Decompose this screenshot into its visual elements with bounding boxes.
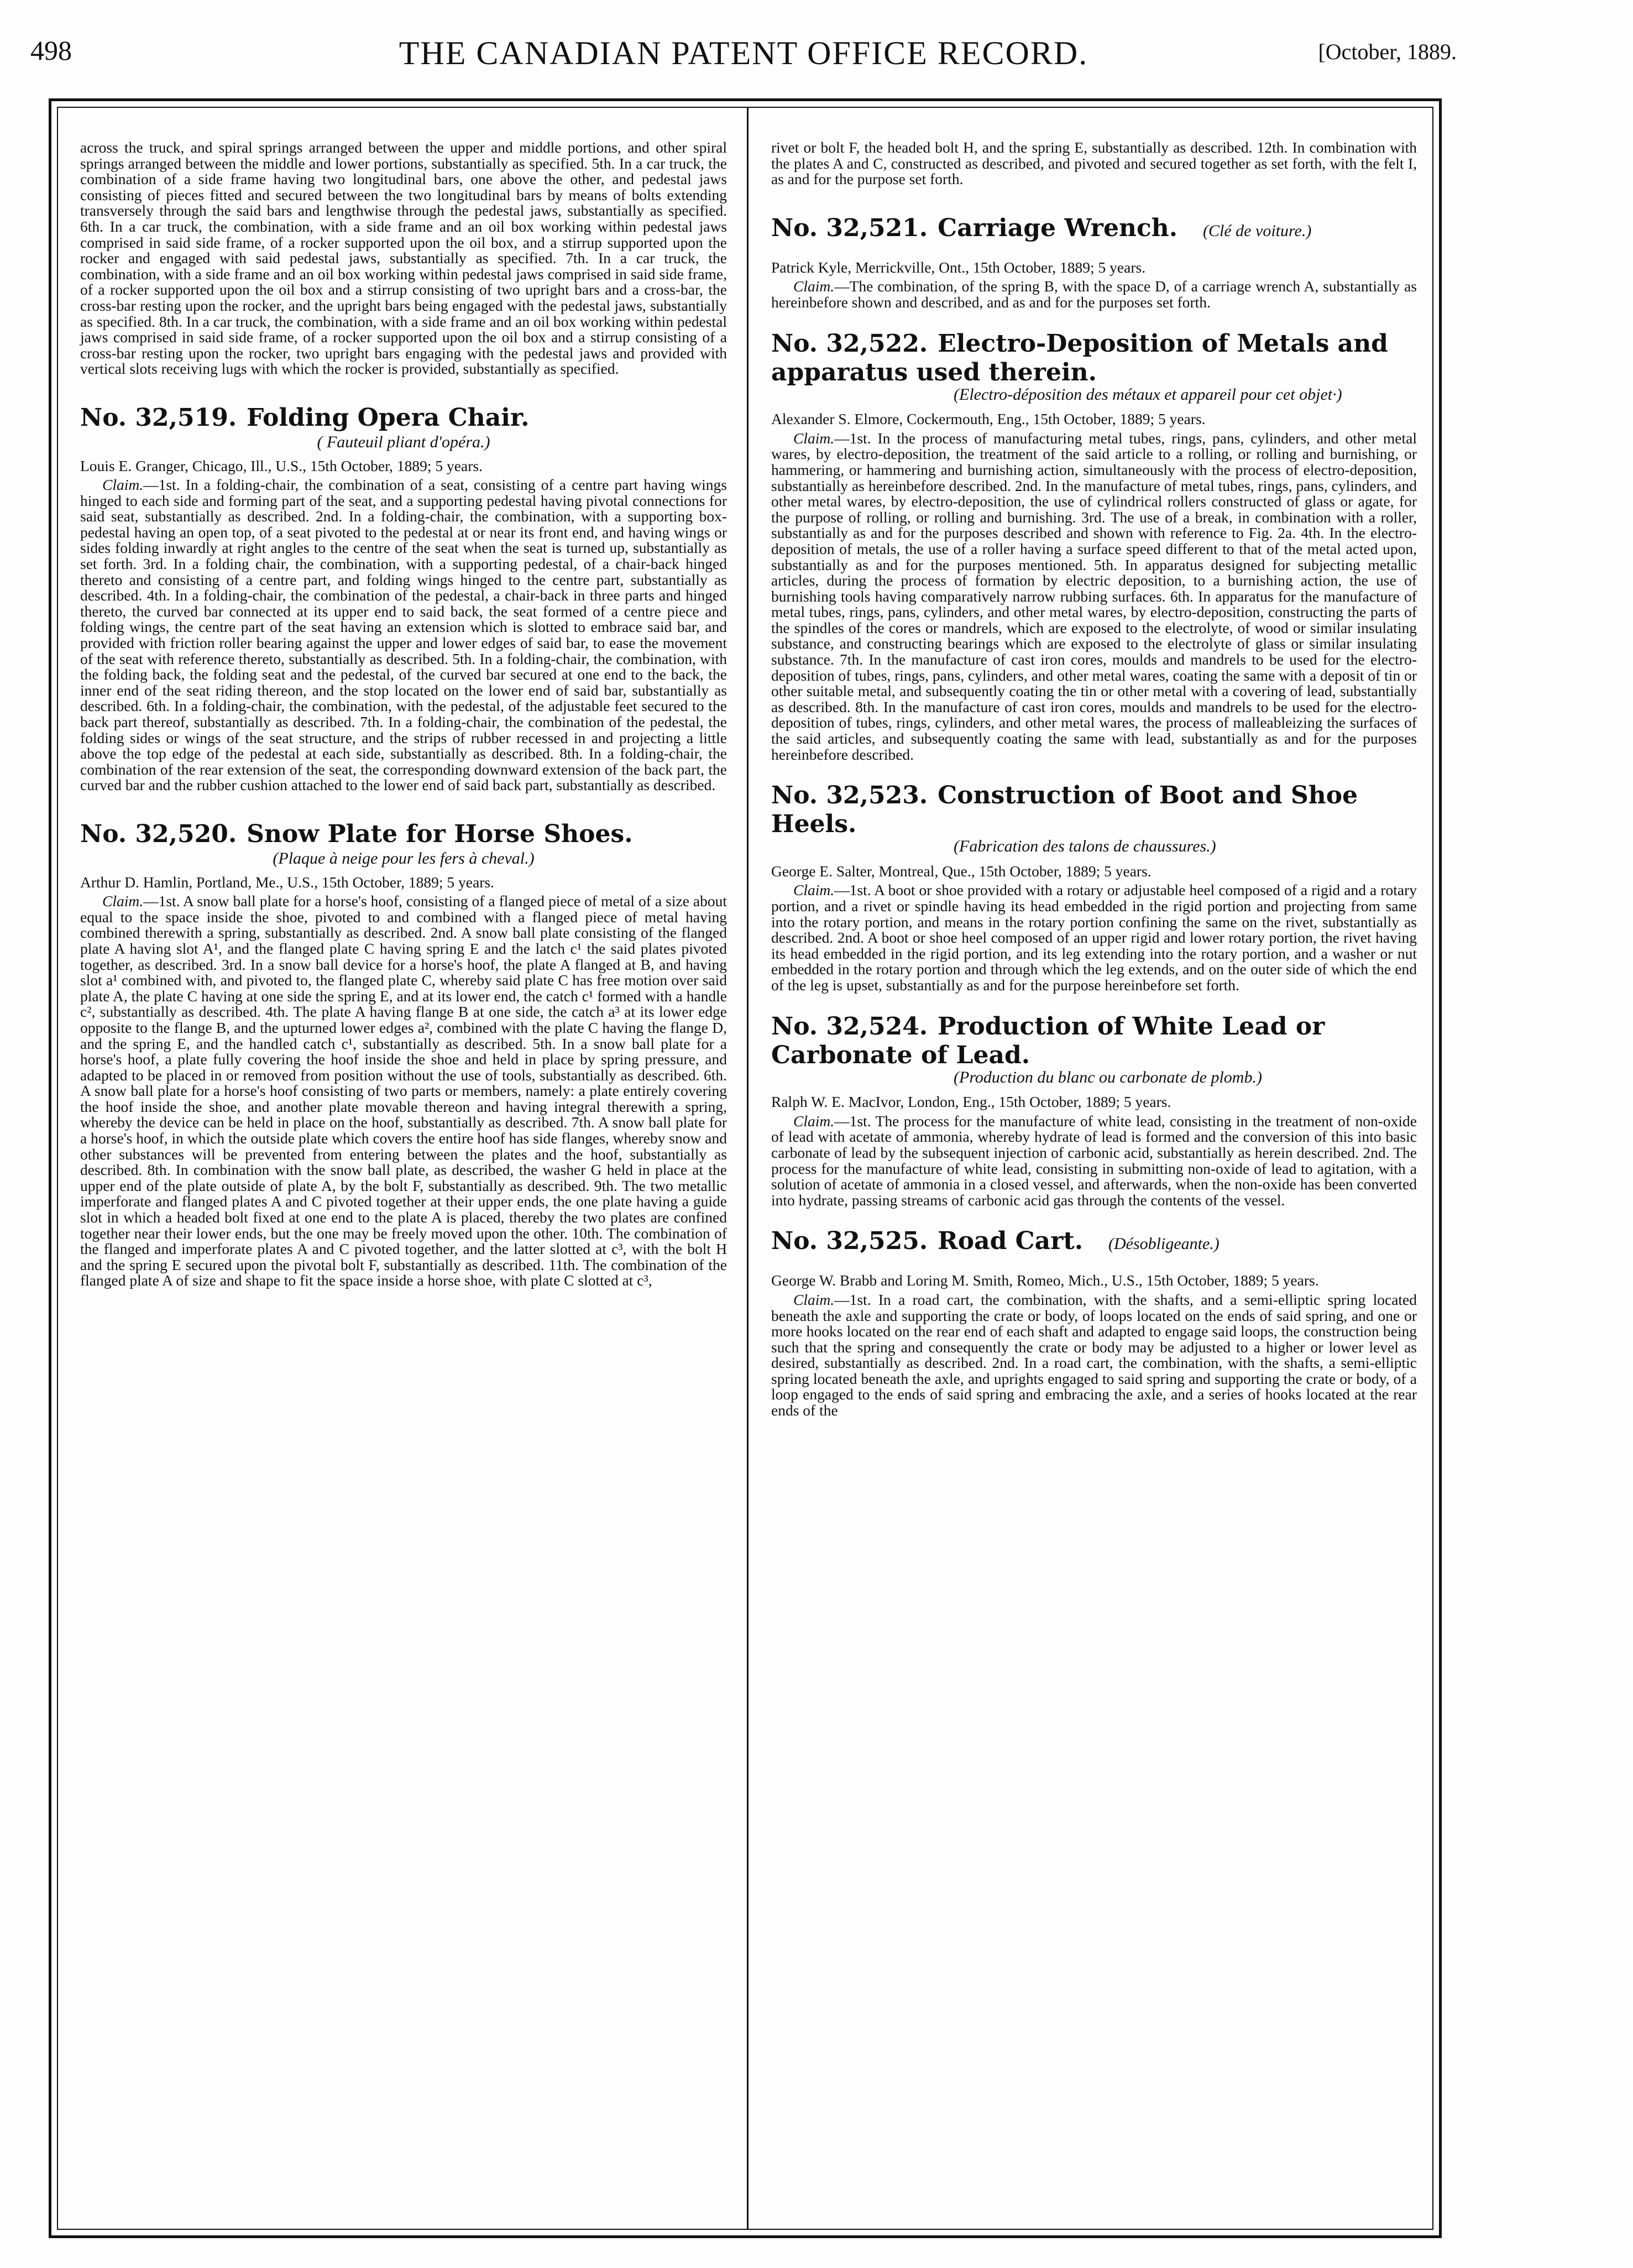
patent-title: Construction of Boot and Shoe Heels. bbox=[771, 781, 1358, 839]
patent-claim bbox=[771, 431, 1417, 762]
patent-heading bbox=[771, 330, 1417, 387]
patent-32524 bbox=[771, 1012, 1417, 1209]
claim-label: Claim. bbox=[793, 1290, 835, 1308]
claim-text: —1st. In a folding-chair, the combination of a seat, consisting of a centre part having wings hinged to each side and forming part of the seat, and a supporting pedestal having pivotal connections for said seat, substantially as described. 2nd. In a folding-chair, the combination, with a supporting box-pedestal having an open top, of a seat pivoted to the pedestal at or near its front end, and having wings or sides folding inwardly at right angles to the centre of the seat when the seat is turned up, substantially as set forth. 3rd. In a folding chair, the combination, with a supporting pedestal, of a chair-back hinged thereto and consisting of a centre part, and folding wings hinged to the centre part, substantially as described. 4th. In a folding-chair, the combination of the pedestal, a chair-back in three parts and hinged thereto, the curved bar connected at its upper end to said back, the seat formed of a centre piece and folding wings, the centre part of the seat having an extension which is slotted to embrace said bar, and provided with friction roller bearing against the upper and lower edges of said bar, to ease the movement of the seat with reference thereto, substantially as described. 5th. In a folding-chair, the combination, with the folding back, the folding seat and the pedestal, of the curved bar secured at one end to the back, the inner end of the seat riding thereon, and the stop located on the lower end of said bar, substantially as described. 6th. In a folding-chair, the combination, with the pedestal, of the adjustable feet secured to the back part thereof, substantially as described. 7th. In a folding-chair, the combination of the pedestal, the folding sides or wings of the seat structure, and the strips of rubber recessed in and projecting a little above the top edge of the pedestal at each side, substantially as described. 8th. In a folding-chair, the combination of the rear extension of the seat, the corresponding downward extension of the back part, the curved bar and the rubber cushion attached to the lower end of said back part, substantially as described. bbox=[80, 476, 727, 794]
patent-heading bbox=[771, 781, 1417, 839]
patent-inventor: George W. Brabb and Loring M. Smith, Romeo, Mich., U.S., 15th October, 1889; 5 years. bbox=[771, 1272, 1319, 1289]
patent-number: No. 32,525. bbox=[771, 1227, 928, 1256]
claim-label: Claim. bbox=[793, 1112, 835, 1130]
patent-french-title: ( Fauteuil pliant d'opéra.) bbox=[317, 432, 490, 451]
issue-date: [October, 1889. bbox=[1318, 39, 1457, 64]
patent-claim bbox=[771, 1114, 1417, 1209]
patent-title: Road Cart. bbox=[938, 1227, 1084, 1256]
patent-claim bbox=[771, 279, 1417, 310]
page-frame-inner bbox=[57, 107, 1433, 2230]
claim-label: Claim. bbox=[793, 429, 835, 447]
patent-title: Folding Opera Chair. bbox=[247, 403, 530, 432]
patent-number: No. 32,519. bbox=[80, 403, 237, 432]
patent-inventor: Patrick Kyle, Merrickville, Ont., 15th October, 1889; 5 years. bbox=[771, 258, 1146, 276]
patent-claim bbox=[771, 1292, 1417, 1419]
patent-heading bbox=[80, 820, 727, 849]
patent-32519 bbox=[80, 404, 727, 793]
page-header bbox=[30, 34, 1457, 79]
patent-french-title: (Plaque à neige pour les fers à cheval.) bbox=[273, 849, 535, 868]
patent-number: No. 32,522. bbox=[771, 329, 928, 358]
patent-inventor: Louis E. Granger, Chicago, Ill., U.S., 15th October, 1889; 5 years. bbox=[80, 457, 483, 474]
patent-32522 bbox=[771, 330, 1417, 763]
patent-claim bbox=[80, 893, 727, 1289]
left-column bbox=[80, 140, 727, 1289]
claim-label: Claim. bbox=[793, 881, 835, 899]
patent-french-title: (Fabrication des talons de chaussures.) bbox=[954, 837, 1216, 856]
patent-32523 bbox=[771, 781, 1417, 993]
patent-french-title: (Désobligeante.) bbox=[1108, 1235, 1219, 1253]
patent-inventor: George E. Salter, Montreal, Que., 15th October, 1889; 5 years. bbox=[771, 862, 1152, 880]
patent-number: No. 32,521. bbox=[771, 213, 928, 242]
claim-text: —1st. In a road cart, the combination, with the shafts, and a semi-elliptic spring located beneath the axle and supporting the crate or body, of loops located on the ends of said spring, and one or more hooks located on the rear end of each shaft and adapted to engage said loops, the construction being such that the spring and consequently the crate or body may be adjusted to a higher or lower level as desired, substantially as described. 2nd. In a road cart, the combination, with the shafts, a semi-elliptic spring located beneath the axle, and uprights engaged to said spring and supporting the crate or body, of a loop engaged to the ends of said spring and embracing the axle, and a series of hooks located at the rear ends of the bbox=[771, 1290, 1417, 1419]
patent-inventor: Ralph W. E. MacIvor, London, Eng., 15th October, 1889; 5 years. bbox=[771, 1093, 1171, 1111]
patent-32521 bbox=[771, 214, 1417, 311]
claim-label: Claim. bbox=[793, 278, 835, 295]
column-rule bbox=[747, 108, 749, 2229]
claim-text: —1st. A snow ball plate for a horse's hoof, consisting of a flanged piece of metal of a size about equal to the space inside the shoe, pivoted to and combined with a flanged piece of metal having combined therewith a spring, substantially as described. 2nd. A snow ball plate consisting of the flanged plate A having slot A¹, and the flanged plate C having spring E and the latch c¹ the said plates pivoted together, as described. 3rd. In a snow ball device for a horse's hoof, the plate A flanged at B, and having slot a¹ combined with, and pivoted to, the flanged plate C, whereby said plate C has free motion over said plate A, the plate C having at one side the spring E, and at its lower end, the catch c¹ formed with a handle c², substantially as described. 4th. The plate A having flange B at one side, the catch a³ at its lower edge opposite to the flange B, and the upturned lower edges a², combined with the plate C having the flange D, and the spring E, and the handled catch c¹, substantially as described. 5th. In a snow ball plate for a horse's hoof, a plate fully covering the hoof inside the shoe and held in place by spring pressure, and adapted to be placed in or removed from position without the use of tools, substantially as described. 6th. A snow ball plate for a horse's hoof consisting of two parts or members, namely: a plate entirely covering the hoof inside the shoe, and another plate movable thereon and having integral therewith a spring, whereby the device can be held in place on the hoof, substantially as described. 7th. A snow ball plate for a horse's hoof, in which the outside plate which covers the entire hoof has side flanges, whereby snow and other substances will be prevented from entering between the plates and the hoof, substantially as described. 8th. In combination with the snow ball plate, as described, the washer G held in place at the upper end of the plate outside of plate A, by the bolt F, substantially as described. 9th. The two metallic imperforate and flanged plates A and C pivoted together at their upper ends, the one plate having a guide slot in which a headed bolt fixed at one end to the plate A is placed, thereby the two plates are confined together near their lower ends, but the one may be freely moved upon the other. 10th. The combination of the flanged and imperforate plates A and C pivoted together, and the latter slotted at c³, with the bolt H and the spring E secured upon the pivotal bolt F, substantially as described. 11th. The combination of the flanged plate A of size and shape to fit the space inside a horse shoe, with plate C slotted at c³, bbox=[80, 892, 727, 1289]
patent-title: Production of White Lead or Carbonate of Lead. bbox=[771, 1012, 1325, 1069]
page-number: 498 bbox=[30, 35, 72, 66]
patent-32525 bbox=[771, 1227, 1417, 1418]
patent-heading bbox=[771, 214, 1417, 245]
patent-title: Carriage Wrench. bbox=[938, 213, 1178, 242]
claim-text: —1st. In the process of manufacturing metal tubes, rings, pans, cylinders, and other metal wares, by electro-deposition, the treatment of the said article to a rolling, or rolling and burnishing, or hammering, or hammering and burnishing action, simultaneously with the process of electro-deposition, substantially as hereinbefore described. 2nd. In the manufacture of metal tubes, rings, pans, cylinders, and other metal wares, by electro-deposition, the use of cylindrical rollers constructed of glass or agate, for the purpose of rolling, or rolling and burnishing. 3rd. The use of a break, in combination with a roller, substantially as and for the purposes described and shown with reference to Fig. 2a. 4th. In the electro-deposition of metals, the use of a roller having a surface speed different to that of the metal acted upon, substantially as and for the purposes mentioned. 5th. In apparatus designed for subjecting metallic articles, during the process of formation by electric deposition, to a burnishing action, the use of burnishing tools having comparatively narrow rubbing surfaces. 6th. In apparatus for the manufacture of metal tubes, rings, pans, cylinders, and other metal wares, by electro-deposition, constructing the parts of the spindles of the cores or mandrels, which are exposed to the electrolyte, of wood or similar insulating substance, and constructing bearings which are exposed to the electrolyte of glass or similar insulating substance. 7th. In the manufacture of cast iron cores, moulds and mandrels to be used for the electro-deposition of tubes, rings, pans, cylinders, and other metal wares, coating the same with a deposit of tin or other suitable metal, and subsequently coating the tin or other metal with a covering of lead, substantially as described. 8th. In the manufacture of cast iron cores, moulds and mandrels to be used for the electro-deposition of tubes, rings, cylinders, and other metal wares, the process of malleableizing the surfaces of the said articles, and subsequently coating the same with lead, substantially as and for the purposes hereinbefore described. bbox=[771, 429, 1417, 763]
continuation-text: across the truck, and spiral springs arranged between the upper and middle portions, and other spiral springs arranged between the middle and lower portions, substantially as specified. 5th. In a car truck, the combination of a side frame having two longitudinal bars, one above the other, and pedestal jaws consisting of pieces fitted and secured between the two longitudinal bars by means of bolts extending transversely through the said bars and lengthwise through the pedestal jaws, substantially as specified. 6th. In a car truck, the combination, with a side frame and an oil box working within pedestal jaws comprised in said side frame, of a rocker supported upon the oil box, and a stirrup supported upon the rocker and engaged with said pedestal jaws, substantially as specified. 7th. In a car truck, the combination, with a side frame and an oil box working within pedestal jaws comprised in said side frame, of a rocker supported upon the oil box and a stirrup consisting of two upright bars and a cross-bar, the cross-bar resting upon the rocker, and the upright bars being engaged with the pedestal jaws, substantially as specified. 8th. In a car truck, the combination, with a side frame and an oil box working within pedestal jaws comprised in said side frame, of a rocker supported upon the oil box and a stirrup consisting of a cross-bar resting upon the rocker, two upright bars engaging with the pedestal jaws and provided with vertical slots receiving lugs with which the rocker is provided, substantially as specified. bbox=[80, 139, 727, 378]
patent-number: No. 32,524. bbox=[771, 1012, 928, 1041]
patent-title: Electro-Deposition of Metals and apparatus used therein. bbox=[771, 329, 1388, 386]
patent-heading bbox=[771, 1227, 1417, 1258]
claim-text: —1st. The process for the manufacture of white lead, consisting in the treatment of non-oxide of lead with acetate of ammonia, whereby hydrate of lead is formed and the conversion of this into basic carbonate of lead by the subsequent injection of carbonic acid, substantially as herein described. 2nd. The process for the manufacture of white lead, consisting in submitting non-oxide of lead to agitation, with a solution of acetate of ammonia in a closed vessel, and afterwards, when the non-oxide has been converted into hydrate, passing streams of carbonic acid gas through the contents of the vessel. bbox=[771, 1112, 1417, 1209]
patent-number: No. 32,523. bbox=[771, 781, 928, 810]
patent-inventor: Arthur D. Hamlin, Portland, Me., U.S., 15th October, 1889; 5 years. bbox=[80, 873, 494, 891]
patent-claim bbox=[80, 477, 727, 793]
page-frame bbox=[49, 98, 1442, 2238]
patent-claim bbox=[771, 882, 1417, 993]
patent-32520 bbox=[80, 820, 727, 1289]
journal-title: THE CANADIAN PATENT OFFICE RECORD. bbox=[399, 35, 1088, 71]
patent-title: Snow Plate for Horse Shoes. bbox=[247, 819, 633, 848]
continuation-text: rivet or bolt F, the headed bolt H, and the spring E, substantially as described. 12th. In combination with the plates A and C, constructed as described, and pivoted and secured together as set forth, with the felt I, as and for the purpose set forth. bbox=[771, 139, 1417, 188]
patent-heading bbox=[80, 404, 727, 432]
patent-french-title: (Electro-déposition des métaux et appareil pour cet objet·) bbox=[954, 385, 1342, 404]
patent-french-title: (Production du blanc ou carbonate de plomb.) bbox=[954, 1068, 1262, 1086]
claim-text: —1st. A boot or shoe provided with a rotary or adjustable heel composed of a rigid and a rotary portion, and a rivet or spindle having its head embedded in the rigid portion and projecting from same into the rotary portion, and means in the rotary portion confining the same on the rivet, substantially as described. 2nd. A boot or shoe heel composed of an upper rigid and lower rotary portion, the rivet having its head embedded in the rigid portion, and its leg extending into the rotary portion, and a washer or nut embedded in the rotary portion and through which the leg extends, and on the outer side of which the end of the leg is upset, substantially as and for the purpose hereinbefore set forth. bbox=[771, 881, 1417, 994]
claim-text: —The combination, of the spring B, with the space D, of a carriage wrench A, substantially as hereinbefore shown and described, and as and for the purposes set forth. bbox=[771, 278, 1417, 311]
patent-french-title: (Clé de voiture.) bbox=[1203, 221, 1312, 240]
claim-label: Claim. bbox=[102, 476, 144, 494]
patent-heading bbox=[771, 1012, 1417, 1070]
patent-number: No. 32,520. bbox=[80, 819, 237, 848]
right-column bbox=[771, 140, 1417, 1419]
patent-inventor: Alexander S. Elmore, Cockermouth, Eng., 15th October, 1889; 5 years. bbox=[771, 410, 1206, 428]
claim-label: Claim. bbox=[102, 892, 144, 910]
